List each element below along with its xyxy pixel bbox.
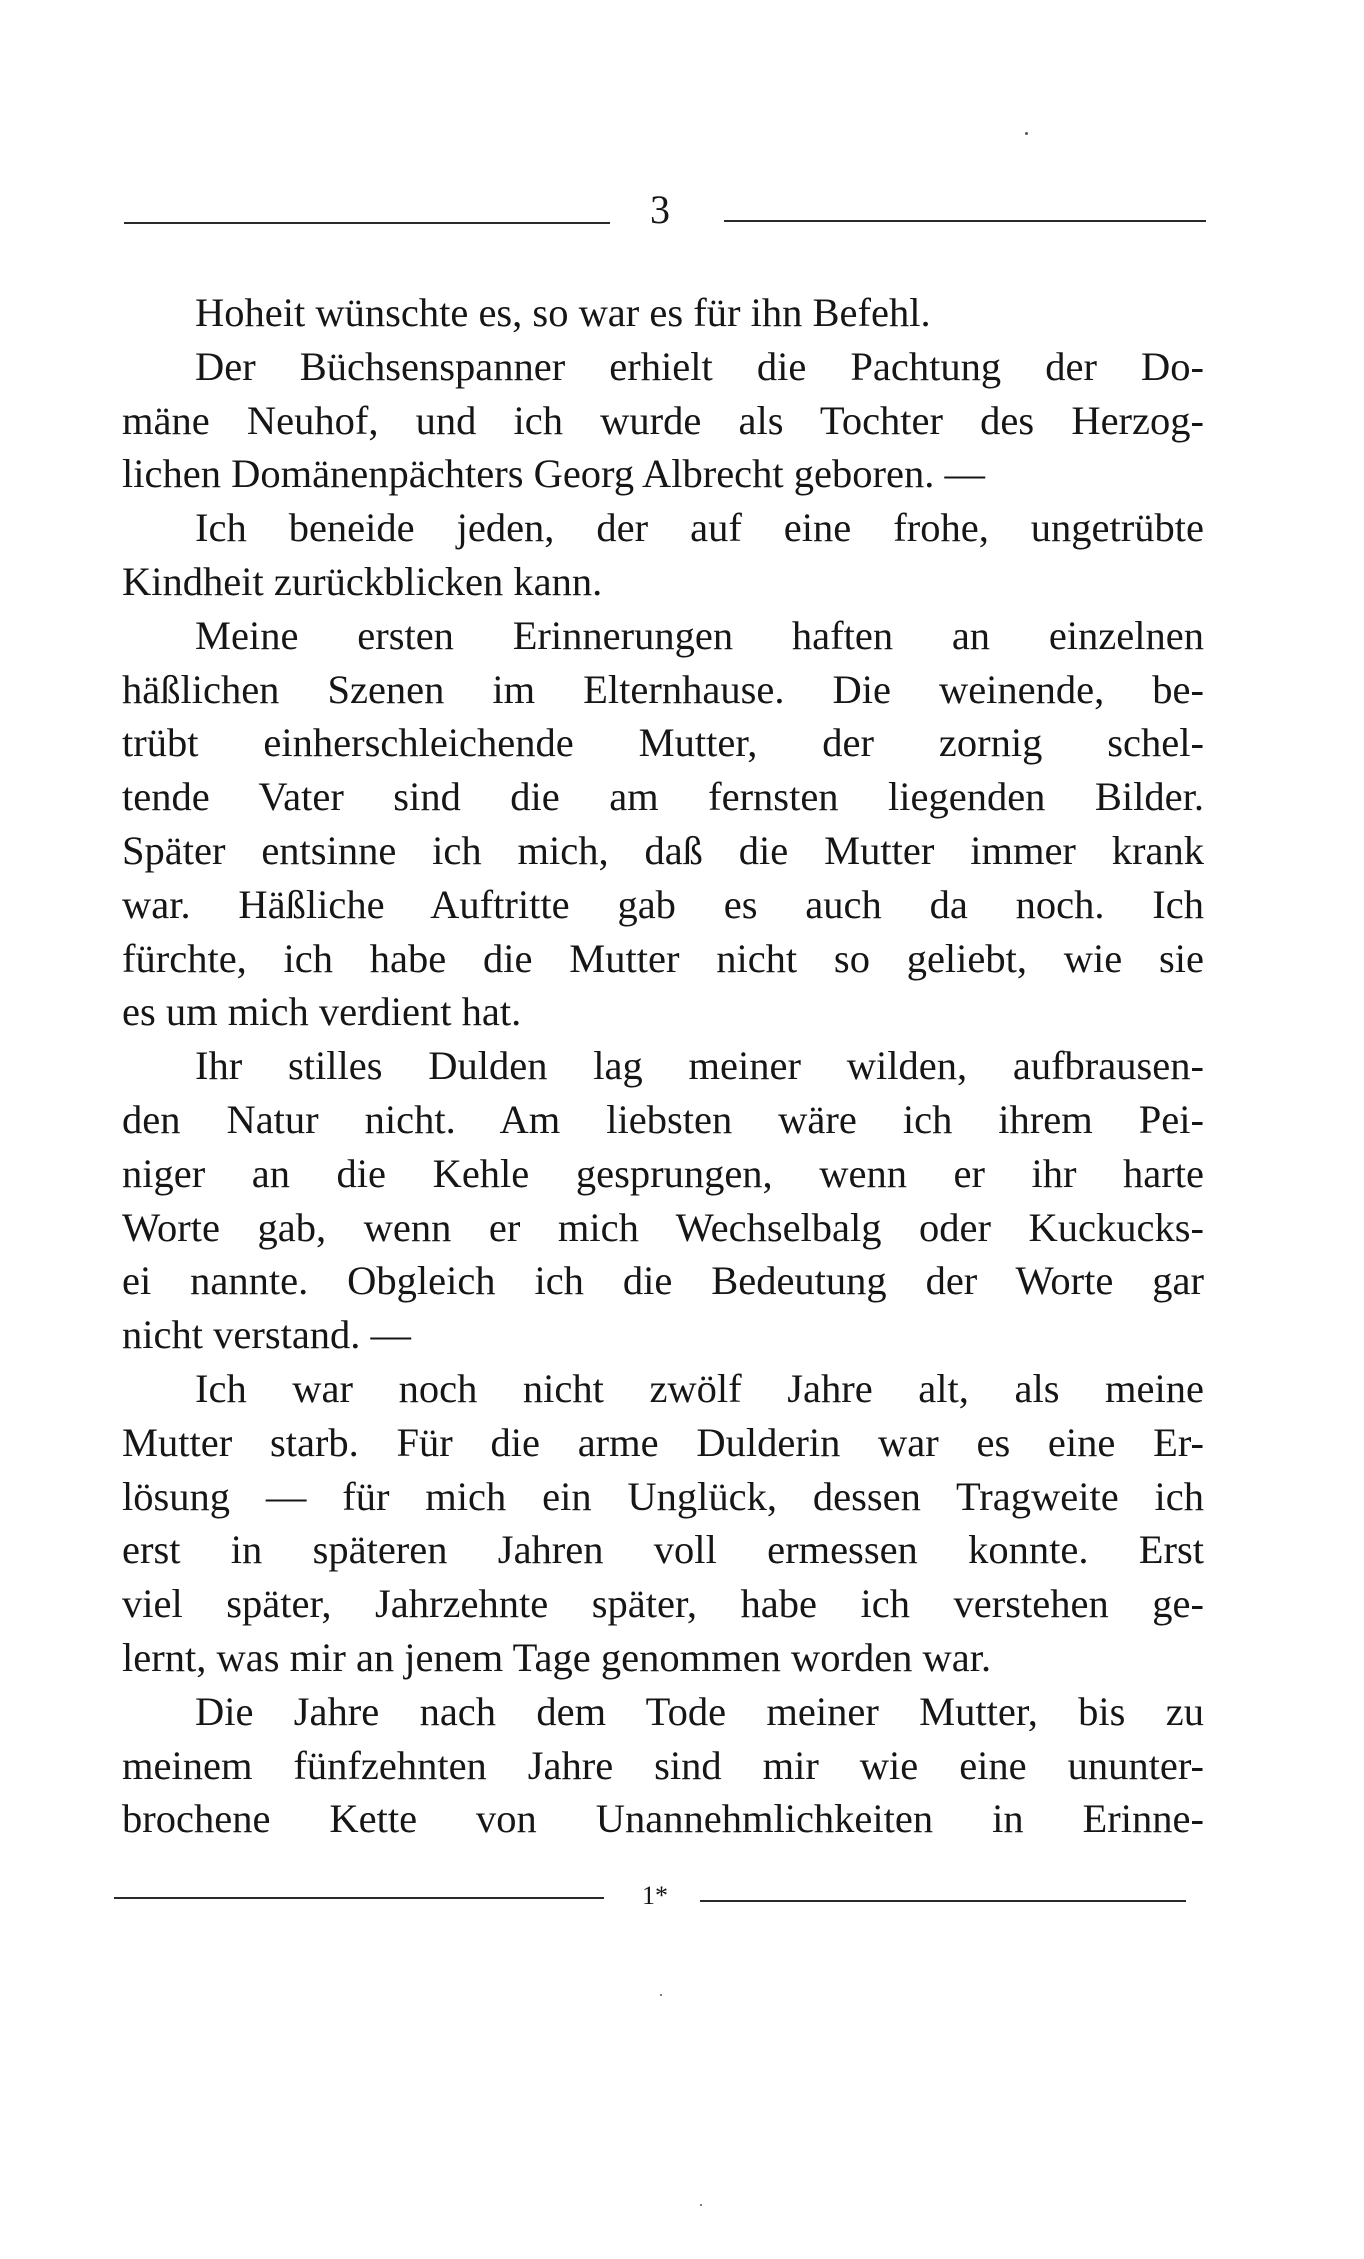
text-line: häßlichen Szenen im Elternhause. Die weinende, be- bbox=[122, 666, 1204, 712]
text-line: war. Häßliche Auftritte gab es auch da noch. Ich bbox=[122, 881, 1204, 927]
text-line: Worte gab, wenn er mich Wechselbalg oder Kuckucks- bbox=[122, 1204, 1204, 1250]
text-line: lösung — für mich ein Unglück, dessen Tragweite ich bbox=[122, 1473, 1204, 1519]
signature-mark: 1* bbox=[642, 1881, 668, 1910]
paper-speck bbox=[700, 2204, 702, 2206]
text-line: es um mich verdient hat. bbox=[122, 989, 522, 1035]
text-line: trübt einherschleichende Mutter, der zornig schel- bbox=[122, 720, 1204, 766]
text-line: Kindheit zurückblicken kann. bbox=[122, 558, 603, 604]
body-text bbox=[122, 286, 1204, 1846]
text-line: Ich beneide jeden, der auf eine frohe, ungetrübte bbox=[195, 505, 1204, 551]
text-line: fürchte, ich habe die Mutter nicht so geliebt, wie sie bbox=[122, 935, 1204, 981]
text-line: brochene Kette von Unannehmlichkeiten in Erinne- bbox=[122, 1796, 1204, 1842]
text-line: nicht verstand. — bbox=[122, 1312, 412, 1358]
footer-rule-right bbox=[700, 1900, 1186, 1902]
paper-speck bbox=[660, 1994, 662, 1996]
page-number: 3 bbox=[650, 187, 670, 232]
paper-speck bbox=[1025, 132, 1028, 135]
header-rule-left bbox=[124, 222, 610, 224]
text-line: lichen Domänenpächters Georg Albrecht geboren. — bbox=[122, 451, 985, 497]
text-line: Ich war noch nicht zwölf Jahre alt, als meine bbox=[195, 1365, 1204, 1411]
text-line: tende Vater sind die am fernsten liegenden Bilder. bbox=[122, 774, 1204, 820]
footer-rule-left bbox=[114, 1897, 604, 1899]
text-line: Hoheit wünschte es, so war es für ihn Befehl. bbox=[195, 290, 931, 335]
text-line: Mutter starb. Für die arme Dulderin war es eine Er- bbox=[122, 1419, 1204, 1465]
text-line: Der Büchsenspanner erhielt die Pachtung der Do- bbox=[195, 343, 1204, 389]
text-line: ei nannte. Obgleich ich die Bedeutung der Worte gar bbox=[122, 1258, 1204, 1304]
text-line: lernt, was mir an jenem Tage genommen worden war. bbox=[122, 1634, 992, 1680]
text-line: Später entsinne ich mich, daß die Mutter immer krank bbox=[122, 827, 1204, 873]
header-rule-right bbox=[724, 220, 1206, 222]
text-line: meinem fünfzehnten Jahre sind mir wie eine ununter- bbox=[122, 1742, 1204, 1788]
text-line: Ihr stilles Dulden lag meiner wilden, aufbrausen- bbox=[195, 1043, 1204, 1089]
text-line: Meine ersten Erinnerungen haften an einzelnen bbox=[195, 612, 1204, 658]
text-line: niger an die Kehle gesprungen, wenn er ihr harte bbox=[122, 1150, 1204, 1196]
text-line: mäne Neuhof, und ich wurde als Tochter des Herzog- bbox=[122, 397, 1204, 443]
text-line: den Natur nicht. Am liebsten wäre ich ihrem Pei- bbox=[122, 1096, 1204, 1142]
text-line: erst in späteren Jahren voll ermessen konnte. Erst bbox=[122, 1527, 1204, 1573]
text-line: Die Jahre nach dem Tode meiner Mutter, bis zu bbox=[195, 1688, 1204, 1734]
text-line: viel später, Jahrzehnte später, habe ich verstehen ge- bbox=[122, 1581, 1204, 1627]
